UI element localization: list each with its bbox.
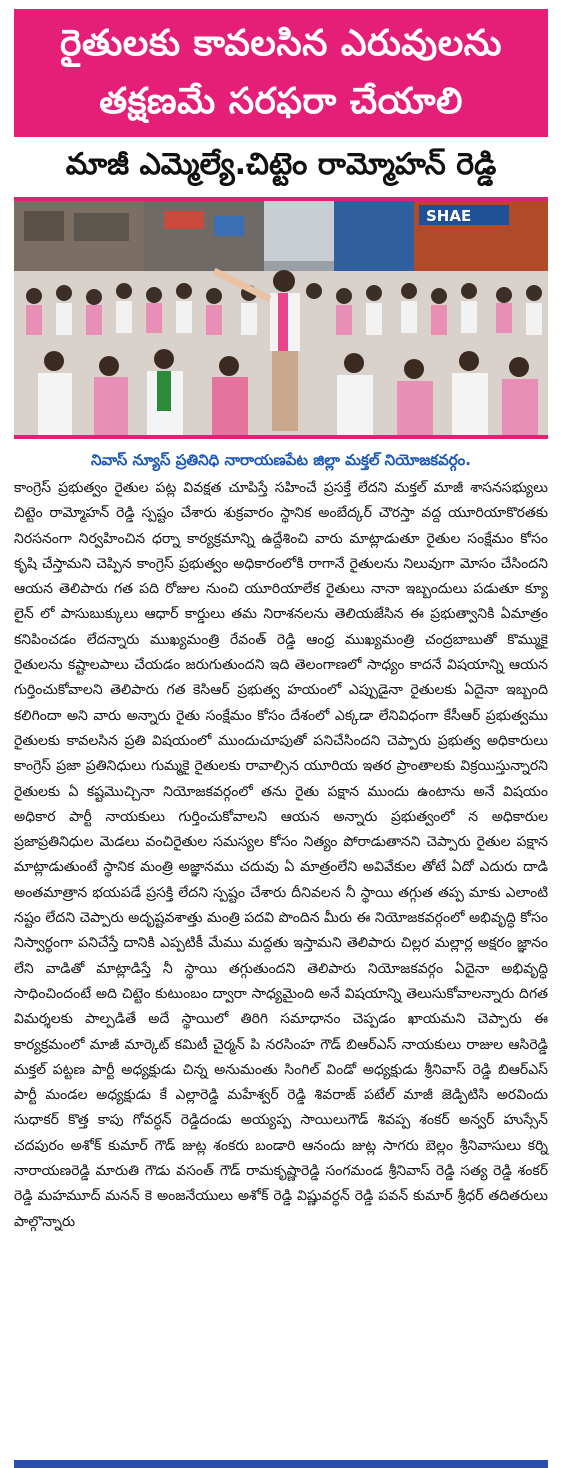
subheadline: మాజీ ఎమ్మెల్యే.చిట్టెం రామ్మోహన్ రెడ్డి xyxy=(65,147,497,182)
protest-photo xyxy=(14,197,548,439)
dateline: నివాస్ న్యూస్ ప్రతినిధి నారాయణపేట జిల్లా మక్తల్ నియోజకవర్గం. xyxy=(91,451,471,469)
headline-line-1: రైతులకు కావలసిన ఎరువులను xyxy=(60,23,502,64)
footer-rule xyxy=(14,1460,548,1468)
article-body: కాంగ్రెస్ ప్రభుత్వం రైతుల పట్ల వివక్షత చూపిస్తే సహించే ప్రసక్తే లేదని మక్తల్ మాజీ శాసనసభ్యులు చిట్టెం రామ్మోహన్ రెడ్డి స్పష్టం చేశారు శుక్రవారం స్థానిక అంబేద్కర్ చౌరస్తా వద్ద యూరియాకొరతకు నిరసనంగా నిర్వహించిన ధర్నా కార్యక్రమాన్ని ఉద్దేశించి వారు మాట్లాడుతూ రైతుల సంక్షేమం కోసం కృషి చేస్తామని చెప్పిన కాంగ్రెస్ ప్రభుత్వం అధికారంలోకి రాగానే రైతులను నిలువుగా మోసం చేసిందని ఆయన తెలిపారు గత పది రోజుల నుంచి యూరియాలేక రైతులు నానా ఇబ్బందులు పడుతూ క్యూ లైన్ లో పాసుబుక్కులు ఆధార్ కార్డులు తమ నిరాశనలను తెలియజేసిన ఈ ప్రభుత్వానికి ఏమాత్రం కనిపించడం లేదన్నారు ముఖ్యమంత్రి రేవంత్ రెడ్డి ఆంధ్ర ముఖ్యమంత్రి చంద్రబాబుతో కొమ్ముకై రైతులను కష్టాలపాలు చేయడం జరుగుతుందని ఇది తెలంగాణలో సాధ్యం కాదనే విషయాన్ని ఆయన గుర్తించుకోవాలని తెలిపారు గత కెసిఆర్ ప్రభుత్వ హయంలో ఎప్పుడైనా రైతులకు ఏదైనా ఇబ్బంది కలిగిందా అని వారు అన్నారు రైతు సంక్షేమం కోసం దేశంలో ఎక్కడా లేనివిధంగా కేసీఆర్ ప్రభుత్వము రైతులకు కావలసిన ప్రతి విషయంలో ముందుచూపుతో పనిచేసిందని చెప్పారు ప్రభుత్వ అధికారులు కాంగ్రెస్ ప్రజా ప్రతినిధులు గుమ్మకై రైతులకు రావాల్సిన యూరియ ఇతర ప్రాంతాలకు విక్రయిస్తున్నారని రైతులకు ఏ కష్టమొచ్చినా నియోజకవర్గంలో తను రైతు పక్షాన ముందు ఉంటాను అనే విషయం అధికార పార్టీ నాయకులు గుర్తించుకోవాలని ఆయన అన్నారు ప్రభుత్వంలో న అధికారుల ప్రజాప్రతినిధుల మెడలు వంచిరైతుల సమస్యల కోసం నిత్యం పోరాడుతానని చెప్పారు రైతుల పక్షాన మాట్లాడుతుంటే స్థానిక మంత్రి అజ్ఞానము చదువు ఏ మాత్రంలేని అవివేకుల తోటే ఏదో ఎదురు దాడి అంతమాత్రాన భయపడే ప్రసక్తి లేదని స్పష్టం చేశారు దీనివలన నీ స్థాయి తగ్గుత తప్ప మాకు ఎలాంటి నష్టం లేదని చెప్పారు అదృష్టవశాత్తు మంత్రి పదవి పొందిన మీరు ఈ నియోజకవర్గంలో అభివృద్ధి కోసం నిస్వార్థంగా పనిచేస్తే దానికి ఎప్పటికీ మేము మద్దతు ఇస్తామని తెలిపారు చిల్లర మల్లార్ల అక్షరం జ్ఞానం లేని వాడితో మాట్లాడిస్తే నీ స్థాయి తగ్గుతుందని తెలిపారు నియోజకవర్గం ఏదైనా అభివృద్ధి సాధించిందంటే అది చిట్టెం కుటుంబం ద్వారా సాధ్యమైంది అనే విషయాన్ని తెలుసుకోవాలన్నారు దిగత విమర్శలకు పాల్పడితే అదే స్థాయిలో తిరిగి సమాధానం చెప్పడం ఖాయమని చెప్పారు ఈ కార్యక్రమంలో మాజీ మార్కెట్ కమిటీ చైర్మన్ పి నరసింహ గౌడ్ బిఆర్ఎస్ నాయకులు రాజుల ఆసిరెడ్డి మక్తల్ పట్టణ పార్టీ అధ్యక్షుడు చిన్న అనుమంతు సింగిల్ విండో అధ్యక్షుడు శ్రీనివాస్ రెడ్డి బిఆర్ఎస్ పార్టీ మండల అధ్యక్షుడు కే ఎల్లారెడ్డి మహేశ్వర్ రెడ్డి శివరాజ్ పటేల్ మాజీ జెడ్పిటిసి అరవిందు సుధాకర్ కొత్త కాపు గోవర్ధన్ రెడ్డిదండు అయ్యప్ప సాయిలుగౌడ్ శివప్ప శంకర్ అన్వర్ హుస్సేన్ చదపురం అశోక్ కుమార్ గౌడ్ జుట్ల శంకరు బండారి ఆనందు జుట్ల సాగరు బెల్లం శ్రీనివాసులు కర్ని నారాయణరెడ్డి మారుతి గౌడు వసంత్ గౌడ్ రామకృష్ణారెడ్డి సంగమండ శ్రీనివాస్ రెడ్డి సత్య రెడ్డి శంకర్ రెడ్డి మహమూద్ మనన్ కె అంజనేయులు అశోక్ రెడ్డి విష్ణువర్ధన్ రెడ్డి పవన్ కుమార్ శ్రీధర్ తదితరులు పాల్గొన్నారు xyxy=(14,480,548,1230)
headline-line-2: తక్షణమే సరఫరా చేయాలి xyxy=(99,81,463,122)
shop-sign-text: SHAE xyxy=(426,207,472,225)
headline-banner xyxy=(14,9,548,137)
